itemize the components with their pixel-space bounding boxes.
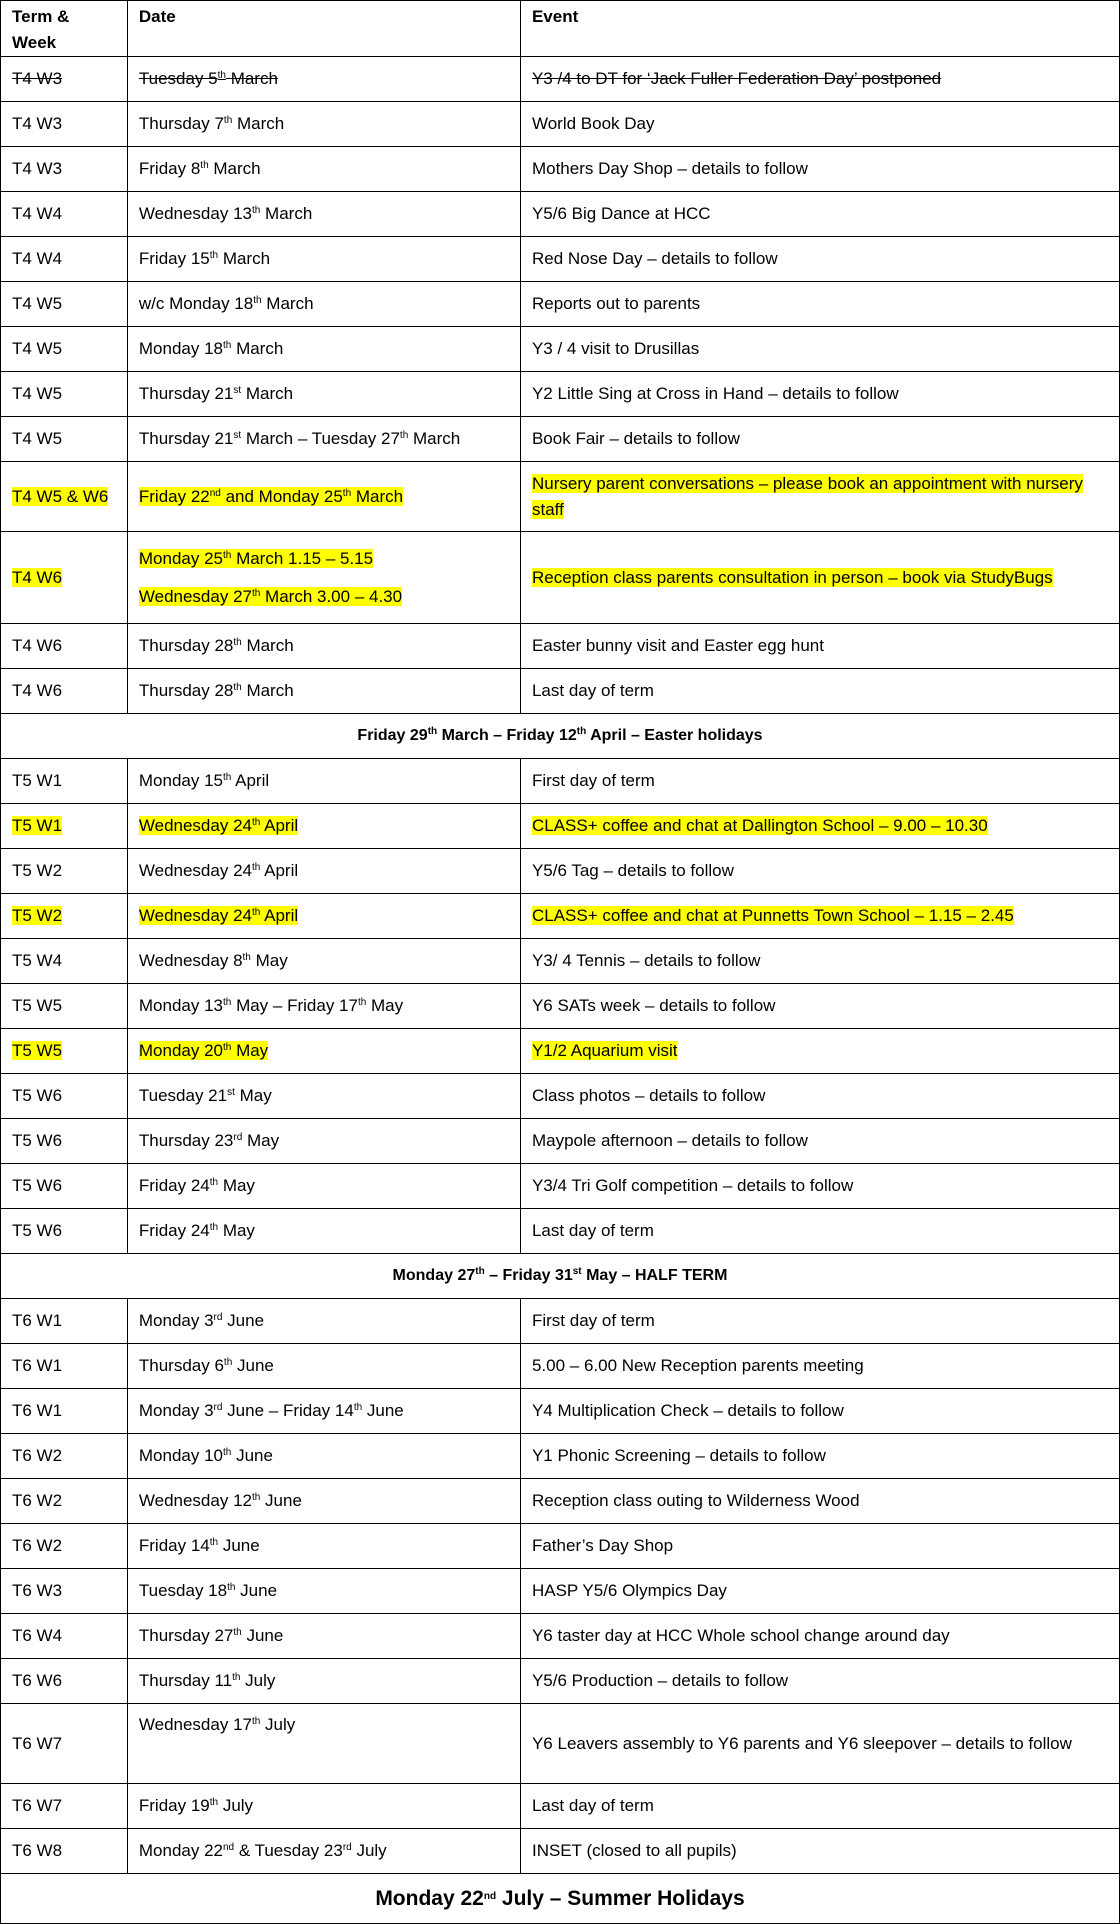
table-row bbox=[1, 1389, 1120, 1434]
event-cell bbox=[520, 1074, 1119, 1119]
event-cell bbox=[520, 1524, 1119, 1569]
term-week-cell bbox=[1, 1344, 128, 1389]
date-text: Wednesday 8th May bbox=[138, 951, 288, 970]
event-cell bbox=[520, 372, 1119, 417]
event-text: Y6 SATs week – details to follow bbox=[531, 996, 776, 1015]
event-cell bbox=[520, 669, 1119, 714]
date-text: Thursday 28th March bbox=[138, 681, 294, 700]
table-row bbox=[1, 1659, 1120, 1704]
holiday-banner-text: Friday 29th March – Friday 12th April – Easter holidays bbox=[1, 714, 1120, 759]
event-text: Y3/4 Tri Golf competition – details to follow bbox=[531, 1176, 854, 1195]
date-text: w/c Monday 18th March bbox=[138, 294, 314, 313]
event-cell bbox=[520, 147, 1119, 192]
event-cell bbox=[520, 939, 1119, 984]
event-cell bbox=[520, 1389, 1119, 1434]
date-text: Tuesday 18th June bbox=[138, 1581, 278, 1600]
event-text: CLASS+ coffee and chat at Dallington School – 9.00 – 10.30 bbox=[531, 816, 988, 835]
date-cell bbox=[127, 1524, 520, 1569]
table-row bbox=[1, 462, 1120, 532]
term-week-cell bbox=[1, 669, 128, 714]
date-cell bbox=[127, 1074, 520, 1119]
date-text: Monday 22nd & Tuesday 23rd July bbox=[138, 1841, 387, 1860]
term-week-text: T6 W1 bbox=[12, 1401, 63, 1420]
event-text: Last day of term bbox=[531, 1221, 654, 1240]
event-cell bbox=[520, 1829, 1119, 1874]
table-row bbox=[1, 939, 1120, 984]
term-week-cell bbox=[1, 237, 128, 282]
term-week-cell bbox=[1, 1784, 128, 1829]
event-cell bbox=[520, 849, 1119, 894]
date-text: Friday 19th July bbox=[138, 1796, 254, 1815]
event-cell bbox=[520, 1569, 1119, 1614]
term-week-text: T6 W4 bbox=[12, 1626, 63, 1645]
date-cell bbox=[127, 984, 520, 1029]
term-week-text: T4 W4 bbox=[12, 249, 63, 268]
table-row bbox=[1, 532, 1120, 624]
table-row bbox=[1, 1704, 1120, 1784]
term-week-text: T5 W6 bbox=[12, 1221, 63, 1240]
table-row bbox=[1, 417, 1120, 462]
table-row bbox=[1, 1614, 1120, 1659]
event-text: First day of term bbox=[531, 771, 655, 790]
date-text: Friday 22nd and Monday 25th March bbox=[138, 486, 404, 506]
table-row bbox=[1, 669, 1120, 714]
date-text: Friday 8th March bbox=[138, 159, 261, 178]
term-week-cell bbox=[1, 1829, 128, 1874]
event-cell bbox=[520, 1659, 1119, 1704]
term-week-text: T5 W2 bbox=[12, 906, 63, 925]
event-text: Y4 Multiplication Check – details to follow bbox=[531, 1401, 844, 1420]
term-week-cell bbox=[1, 1569, 128, 1614]
date-cell bbox=[127, 327, 520, 372]
table-row bbox=[1, 57, 1120, 102]
table-row bbox=[1, 1299, 1120, 1344]
event-cell bbox=[520, 102, 1119, 147]
term-week-text: T4 W6 bbox=[12, 681, 63, 700]
term-week-text: T4 W5 bbox=[12, 429, 63, 448]
date-cell bbox=[127, 102, 520, 147]
table-row bbox=[1, 984, 1120, 1029]
event-cell bbox=[520, 1299, 1119, 1344]
event-text: Red Nose Day – details to follow bbox=[531, 249, 778, 268]
term-week-text: T6 W2 bbox=[12, 1536, 63, 1555]
term-week-text: T5 W5 bbox=[12, 1041, 63, 1060]
term-week-text: T4 W3 bbox=[12, 69, 63, 88]
date-cell bbox=[127, 1119, 520, 1164]
term-week-header: Term & Week bbox=[1, 1, 128, 57]
date-text: Thursday 6th June bbox=[138, 1356, 274, 1375]
table-row bbox=[1, 894, 1120, 939]
date-text: Tuesday 21st May bbox=[138, 1086, 272, 1105]
event-text: Book Fair – details to follow bbox=[531, 429, 740, 448]
event-cell bbox=[520, 192, 1119, 237]
term-week-text: T5 W2 bbox=[12, 861, 63, 880]
holiday-banner-text: Monday 27th – Friday 31st May – HALF TERM bbox=[1, 1254, 1120, 1299]
date-text: Monday 25th March 1.15 – 5.15 bbox=[138, 548, 374, 568]
event-cell bbox=[520, 417, 1119, 462]
date-text: Thursday 27th June bbox=[138, 1626, 284, 1645]
term-week-cell bbox=[1, 147, 128, 192]
term-week-cell bbox=[1, 849, 128, 894]
table-row bbox=[1, 1074, 1120, 1119]
event-text: 5.00 – 6.00 New Reception parents meeting bbox=[531, 1356, 864, 1375]
date-text: Friday 14th June bbox=[138, 1536, 260, 1555]
term-week-cell bbox=[1, 624, 128, 669]
term-week-cell bbox=[1, 939, 128, 984]
term-week-text: T5 W6 bbox=[12, 1176, 63, 1195]
term-week-text: T5 W1 bbox=[12, 771, 63, 790]
table-row bbox=[1, 624, 1120, 669]
event-text: Y1/2 Aquarium visit bbox=[531, 1041, 678, 1060]
term-week-text: T4 W5 bbox=[12, 384, 63, 403]
table-row bbox=[1, 147, 1120, 192]
term-week-text: T4 W5 bbox=[12, 339, 63, 358]
term-week-cell bbox=[1, 1659, 128, 1704]
date-text: Tuesday 5th March bbox=[138, 69, 278, 88]
term-week-cell bbox=[1, 462, 128, 532]
date-text: Friday 15th March bbox=[138, 249, 271, 268]
term-week-text: T4 W5 & W6 bbox=[12, 486, 109, 506]
event-text: World Book Day bbox=[531, 114, 655, 133]
event-cell bbox=[520, 1614, 1119, 1659]
date-cell bbox=[127, 192, 520, 237]
event-text: Y6 taster day at HCC Whole school change around day bbox=[531, 1626, 950, 1645]
table-row bbox=[1, 1524, 1120, 1569]
event-text: Y5/6 Big Dance at HCC bbox=[531, 204, 711, 223]
event-cell bbox=[520, 57, 1119, 102]
term-week-cell bbox=[1, 1704, 128, 1784]
date-text: Wednesday 17th July bbox=[138, 1715, 296, 1734]
date-cell bbox=[127, 1029, 520, 1074]
term-week-cell bbox=[1, 1389, 128, 1434]
date-cell bbox=[127, 1569, 520, 1614]
term-week-text: T5 W4 bbox=[12, 951, 63, 970]
event-text: Nursery parent conversations – please book an appointment with nursery staff bbox=[531, 473, 1083, 519]
term-week-text: T6 W2 bbox=[12, 1446, 63, 1465]
table-row bbox=[1, 1434, 1120, 1479]
table-row bbox=[1, 849, 1120, 894]
date-header: Date bbox=[127, 1, 520, 57]
summer-holidays-banner bbox=[1, 1874, 1120, 1924]
date-text: Thursday 11th July bbox=[138, 1671, 276, 1690]
date-cell bbox=[127, 147, 520, 192]
date-cell bbox=[127, 624, 520, 669]
event-text: Y2 Little Sing at Cross in Hand – details to follow bbox=[531, 384, 899, 403]
date-text: Monday 13th May – Friday 17th May bbox=[138, 996, 404, 1015]
event-cell bbox=[520, 1434, 1119, 1479]
event-text: Father’s Day Shop bbox=[531, 1536, 674, 1555]
event-text: Mothers Day Shop – details to follow bbox=[531, 159, 808, 178]
header-row bbox=[1, 1, 1120, 57]
event-text: Reports out to parents bbox=[531, 294, 701, 313]
table-row bbox=[1, 1029, 1120, 1074]
date-cell bbox=[127, 1829, 520, 1874]
table-row bbox=[1, 282, 1120, 327]
event-cell bbox=[520, 237, 1119, 282]
term-week-cell bbox=[1, 1299, 128, 1344]
event-cell bbox=[520, 1164, 1119, 1209]
term-week-text: T6 W7 bbox=[12, 1796, 63, 1815]
date-cell bbox=[127, 1164, 520, 1209]
table-row bbox=[1, 1209, 1120, 1254]
date-text: Friday 24th May bbox=[138, 1176, 255, 1195]
term-week-text: T6 W3 bbox=[12, 1581, 63, 1600]
date-text: Monday 3rd June bbox=[138, 1311, 265, 1330]
term-week-text: T4 W5 bbox=[12, 294, 63, 313]
table-row bbox=[1, 1164, 1120, 1209]
term-week-text: T5 W6 bbox=[12, 1131, 63, 1150]
date-cell bbox=[127, 1704, 520, 1784]
date-text: Thursday 28th March bbox=[138, 636, 294, 655]
event-cell bbox=[520, 462, 1119, 532]
term-week-text: T4 W6 bbox=[12, 567, 63, 587]
date-text: Thursday 23rd May bbox=[138, 1131, 280, 1150]
event-text: Last day of term bbox=[531, 681, 654, 700]
date-cell bbox=[127, 532, 520, 624]
date-text: Wednesday 24th April bbox=[138, 861, 299, 880]
date-cell bbox=[127, 759, 520, 804]
date-text: Wednesday 24th April bbox=[138, 906, 299, 925]
event-text: Easter bunny visit and Easter egg hunt bbox=[531, 636, 824, 655]
event-text: Y3 /4 to DT for ‘Jack Fuller Federation Day’ postponed bbox=[531, 69, 942, 88]
date-cell bbox=[127, 1344, 520, 1389]
event-header: Event bbox=[520, 1, 1119, 57]
term-week-cell bbox=[1, 894, 128, 939]
date-text: Thursday 21st March – Tuesday 27th March bbox=[138, 429, 461, 448]
event-text: INSET (closed to all pupils) bbox=[531, 1841, 737, 1860]
term-week-cell bbox=[1, 759, 128, 804]
date-text: Thursday 21st March bbox=[138, 384, 294, 403]
term-week-text: T4 W6 bbox=[12, 636, 63, 655]
event-text: Class photos – details to follow bbox=[531, 1086, 766, 1105]
event-cell bbox=[520, 759, 1119, 804]
date-text: Thursday 7th March bbox=[138, 114, 285, 133]
table-row bbox=[1, 1829, 1120, 1874]
table-row bbox=[1, 237, 1120, 282]
date-cell bbox=[127, 1479, 520, 1524]
event-cell bbox=[520, 624, 1119, 669]
term-week-cell bbox=[1, 57, 128, 102]
table-row bbox=[1, 1569, 1120, 1614]
event-text: CLASS+ coffee and chat at Punnetts Town School – 1.15 – 2.45 bbox=[531, 906, 1014, 925]
term-week-text: T6 W8 bbox=[12, 1841, 63, 1860]
term-week-cell bbox=[1, 532, 128, 624]
term-week-cell bbox=[1, 417, 128, 462]
date-cell bbox=[127, 1299, 520, 1344]
term-week-cell bbox=[1, 1434, 128, 1479]
term-week-cell bbox=[1, 1209, 128, 1254]
date-text: Monday 15th April bbox=[138, 771, 270, 790]
term-week-text: T4 W3 bbox=[12, 114, 63, 133]
term-week-cell bbox=[1, 372, 128, 417]
table-row bbox=[1, 1479, 1120, 1524]
date-text: Monday 3rd June – Friday 14th June bbox=[138, 1401, 404, 1420]
holiday-banner-row bbox=[1, 714, 1120, 759]
term-week-text: T4 W3 bbox=[12, 159, 63, 178]
event-text: Maypole afternoon – details to follow bbox=[531, 1131, 808, 1150]
table-row bbox=[1, 372, 1120, 417]
table-row bbox=[1, 759, 1120, 804]
event-text: Reception class outing to Wilderness Wood bbox=[531, 1491, 860, 1510]
table-row bbox=[1, 1784, 1120, 1829]
date-cell bbox=[127, 1209, 520, 1254]
date-cell bbox=[127, 894, 520, 939]
event-cell bbox=[520, 1344, 1119, 1389]
event-cell bbox=[520, 1029, 1119, 1074]
event-text: Y3 / 4 visit to Drusillas bbox=[531, 339, 700, 358]
date-text: Wednesday 13th March bbox=[138, 204, 313, 223]
date-cell bbox=[127, 372, 520, 417]
term-week-cell bbox=[1, 1524, 128, 1569]
table-row bbox=[1, 102, 1120, 147]
term-week-cell bbox=[1, 282, 128, 327]
calendar-body bbox=[1, 57, 1120, 1924]
event-text: First day of term bbox=[531, 1311, 655, 1330]
term-week-cell bbox=[1, 1119, 128, 1164]
date-cell bbox=[127, 1784, 520, 1829]
event-text: Reception class parents consultation in person – book via StudyBugs bbox=[531, 567, 1053, 587]
holiday-banner-row bbox=[1, 1254, 1120, 1299]
term-week-cell bbox=[1, 984, 128, 1029]
date-text: Wednesday 24th April bbox=[138, 816, 299, 835]
term-week-text: T4 W4 bbox=[12, 204, 63, 223]
term-week-cell bbox=[1, 1164, 128, 1209]
event-cell bbox=[520, 532, 1119, 624]
event-cell bbox=[520, 984, 1119, 1029]
event-cell bbox=[520, 282, 1119, 327]
date-text: Monday 18th March bbox=[138, 339, 284, 358]
date-cell bbox=[127, 669, 520, 714]
date-text: Friday 24th May bbox=[138, 1221, 255, 1240]
date-text: Wednesday 12th June bbox=[138, 1491, 302, 1510]
event-cell bbox=[520, 1119, 1119, 1164]
term-week-text: T6 W1 bbox=[12, 1356, 63, 1375]
term-week-cell bbox=[1, 1479, 128, 1524]
table-row bbox=[1, 327, 1120, 372]
event-text: Y1 Phonic Screening – details to follow bbox=[531, 1446, 826, 1465]
event-text: Y5/6 Tag – details to follow bbox=[531, 861, 734, 880]
term-week-text: T5 W1 bbox=[12, 816, 63, 835]
term-week-text: T6 W1 bbox=[12, 1311, 63, 1330]
table-row bbox=[1, 192, 1120, 237]
event-cell bbox=[520, 1209, 1119, 1254]
term-week-text: T5 W6 bbox=[12, 1086, 63, 1105]
table-row bbox=[1, 804, 1120, 849]
event-text: Y5/6 Production – details to follow bbox=[531, 1671, 789, 1690]
term-week-cell bbox=[1, 804, 128, 849]
date-cell bbox=[127, 804, 520, 849]
date-text: Wednesday 27th March 3.00 – 4.30 bbox=[138, 586, 403, 606]
term-week-cell bbox=[1, 1029, 128, 1074]
date-cell bbox=[127, 1659, 520, 1704]
date-text: Monday 10th June bbox=[138, 1446, 273, 1465]
event-cell bbox=[520, 1704, 1119, 1784]
date-cell bbox=[127, 939, 520, 984]
table-row bbox=[1, 1344, 1120, 1389]
term-week-cell bbox=[1, 102, 128, 147]
event-cell bbox=[520, 327, 1119, 372]
date-cell bbox=[127, 1389, 520, 1434]
term-week-cell bbox=[1, 327, 128, 372]
event-cell bbox=[520, 1784, 1119, 1829]
date-cell bbox=[127, 462, 520, 532]
date-cell bbox=[127, 57, 520, 102]
event-text: Y3/ 4 Tennis – details to follow bbox=[531, 951, 761, 970]
table-row bbox=[1, 1119, 1120, 1164]
date-cell bbox=[127, 1434, 520, 1479]
event-cell bbox=[520, 1479, 1119, 1524]
term-week-text: T6 W7 bbox=[12, 1733, 63, 1753]
term-week-cell bbox=[1, 1074, 128, 1119]
date-cell bbox=[127, 282, 520, 327]
event-text: Last day of term bbox=[531, 1796, 654, 1815]
term-week-text: T6 W6 bbox=[12, 1671, 63, 1690]
event-text: Y6 Leavers assembly to Y6 parents and Y6 sleepover – details to follow bbox=[531, 1733, 1072, 1753]
event-text: HASP Y5/6 Olympics Day bbox=[531, 1581, 727, 1600]
term-week-cell bbox=[1, 192, 128, 237]
event-cell bbox=[520, 804, 1119, 849]
date-cell bbox=[127, 417, 520, 462]
holiday-banner-text: Monday 22nd July – Summer Holidays bbox=[1, 1874, 1120, 1924]
term-week-cell bbox=[1, 1614, 128, 1659]
date-cell bbox=[127, 1614, 520, 1659]
date-cell bbox=[127, 849, 520, 894]
event-cell bbox=[520, 894, 1119, 939]
term-week-text: T5 W5 bbox=[12, 996, 63, 1015]
term-week-text: T6 W2 bbox=[12, 1491, 63, 1510]
date-cell bbox=[127, 237, 520, 282]
date-text: Monday 20th May bbox=[138, 1041, 269, 1060]
